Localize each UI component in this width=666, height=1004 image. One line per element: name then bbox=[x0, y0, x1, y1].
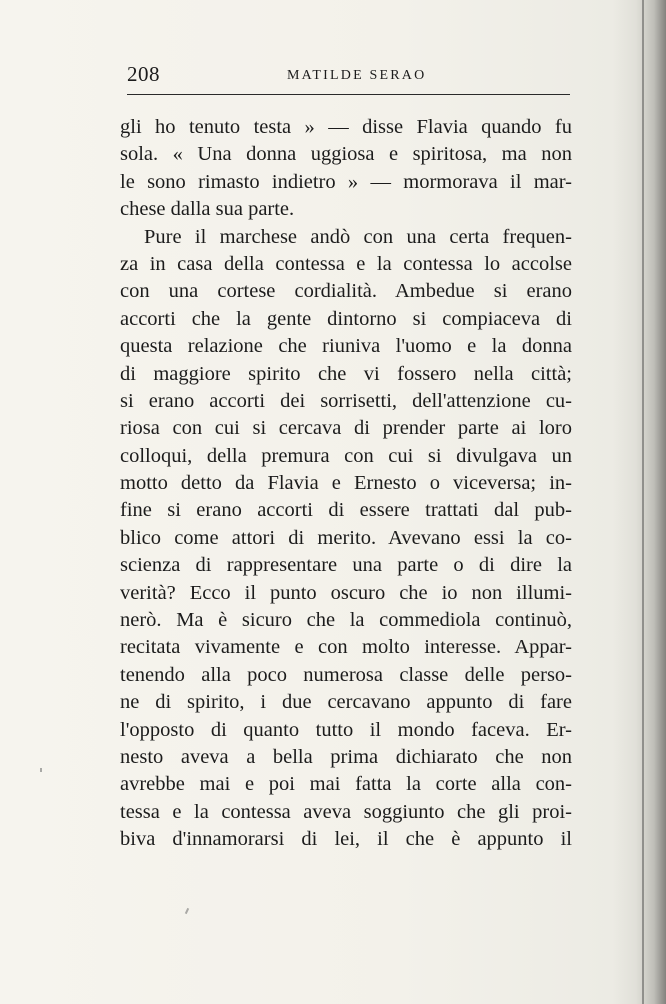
text-line: riosa con cui si cercava di prender parte ai loro bbox=[120, 417, 572, 440]
text-line: chese dalla sua parte. bbox=[120, 198, 295, 221]
text-line: scienza di rappresentare una parte o di dire la bbox=[120, 554, 572, 577]
text-line: blico come attori di merito. Avevano essi la co- bbox=[120, 526, 572, 549]
running-head bbox=[127, 62, 570, 95]
paper-speck bbox=[40, 768, 42, 772]
text-line: motto detto da Flavia e Ernesto o viceversa; in- bbox=[120, 472, 572, 495]
page-edge-shadow bbox=[636, 0, 666, 1004]
text-line: biva d'innamorarsi di lei, il che è appunto il bbox=[120, 828, 572, 851]
running-title: MATILDE SERAO bbox=[287, 68, 427, 83]
text-line: di maggiore spirito che vi fossero nella città; bbox=[120, 362, 572, 385]
text-line: nesto aveva a bella prima dichiarato che non bbox=[120, 745, 572, 768]
text-line: con una cortese cordialità. Ambedue si erano bbox=[120, 280, 572, 303]
page-number: 208 bbox=[127, 62, 160, 86]
text-line: sola. « Una donna uggiosa e spiritosa, ma non bbox=[120, 143, 572, 166]
text-line: ne di spirito, i due cercavano appunto di fare bbox=[120, 691, 572, 714]
text-line: si erano accorti dei sorrisetti, dell'attenzione cu- bbox=[120, 389, 572, 412]
text-line: l'opposto di quanto tutto il mondo faceva. Er- bbox=[120, 718, 572, 741]
text-line: accorti che la gente dintorno si compiaceva di bbox=[120, 307, 572, 330]
text-line: questa relazione che riuniva l'uomo e la donna bbox=[120, 335, 572, 358]
text-line: tenendo alla poco numerosa classe delle perso- bbox=[120, 663, 572, 686]
text-line: tessa e la contessa aveva soggiunto che gli proi- bbox=[120, 800, 572, 823]
text-line: nerò. Ma è sicuro che la commediola continuò, bbox=[120, 609, 572, 632]
text-line: avrebbe mai e poi mai fatta la corte alla con- bbox=[120, 773, 572, 796]
text-line: recitata vivamente e con molto interesse. Appar- bbox=[120, 636, 572, 659]
page-edge-line bbox=[642, 0, 644, 1004]
text-line: le sono rimasto indietro » — mormorava il mar- bbox=[120, 170, 572, 193]
body-text bbox=[120, 114, 572, 854]
text-line: fine si erano accorti di essere trattati dal pub- bbox=[120, 499, 572, 522]
text-line: za in casa della contessa e la contessa lo accolse bbox=[120, 252, 572, 275]
text-line: colloqui, della premura con cui si divulgava un bbox=[120, 444, 572, 467]
text-line: gli ho tenuto testa » — disse Flavia quando fu bbox=[120, 116, 572, 138]
text-line-paragraph-start: Pure il marchese andò con una certa frequen- bbox=[144, 225, 572, 248]
text-line: verità? Ecco il punto oscuro che io non illumi- bbox=[120, 581, 572, 604]
paper-speck bbox=[185, 908, 189, 914]
